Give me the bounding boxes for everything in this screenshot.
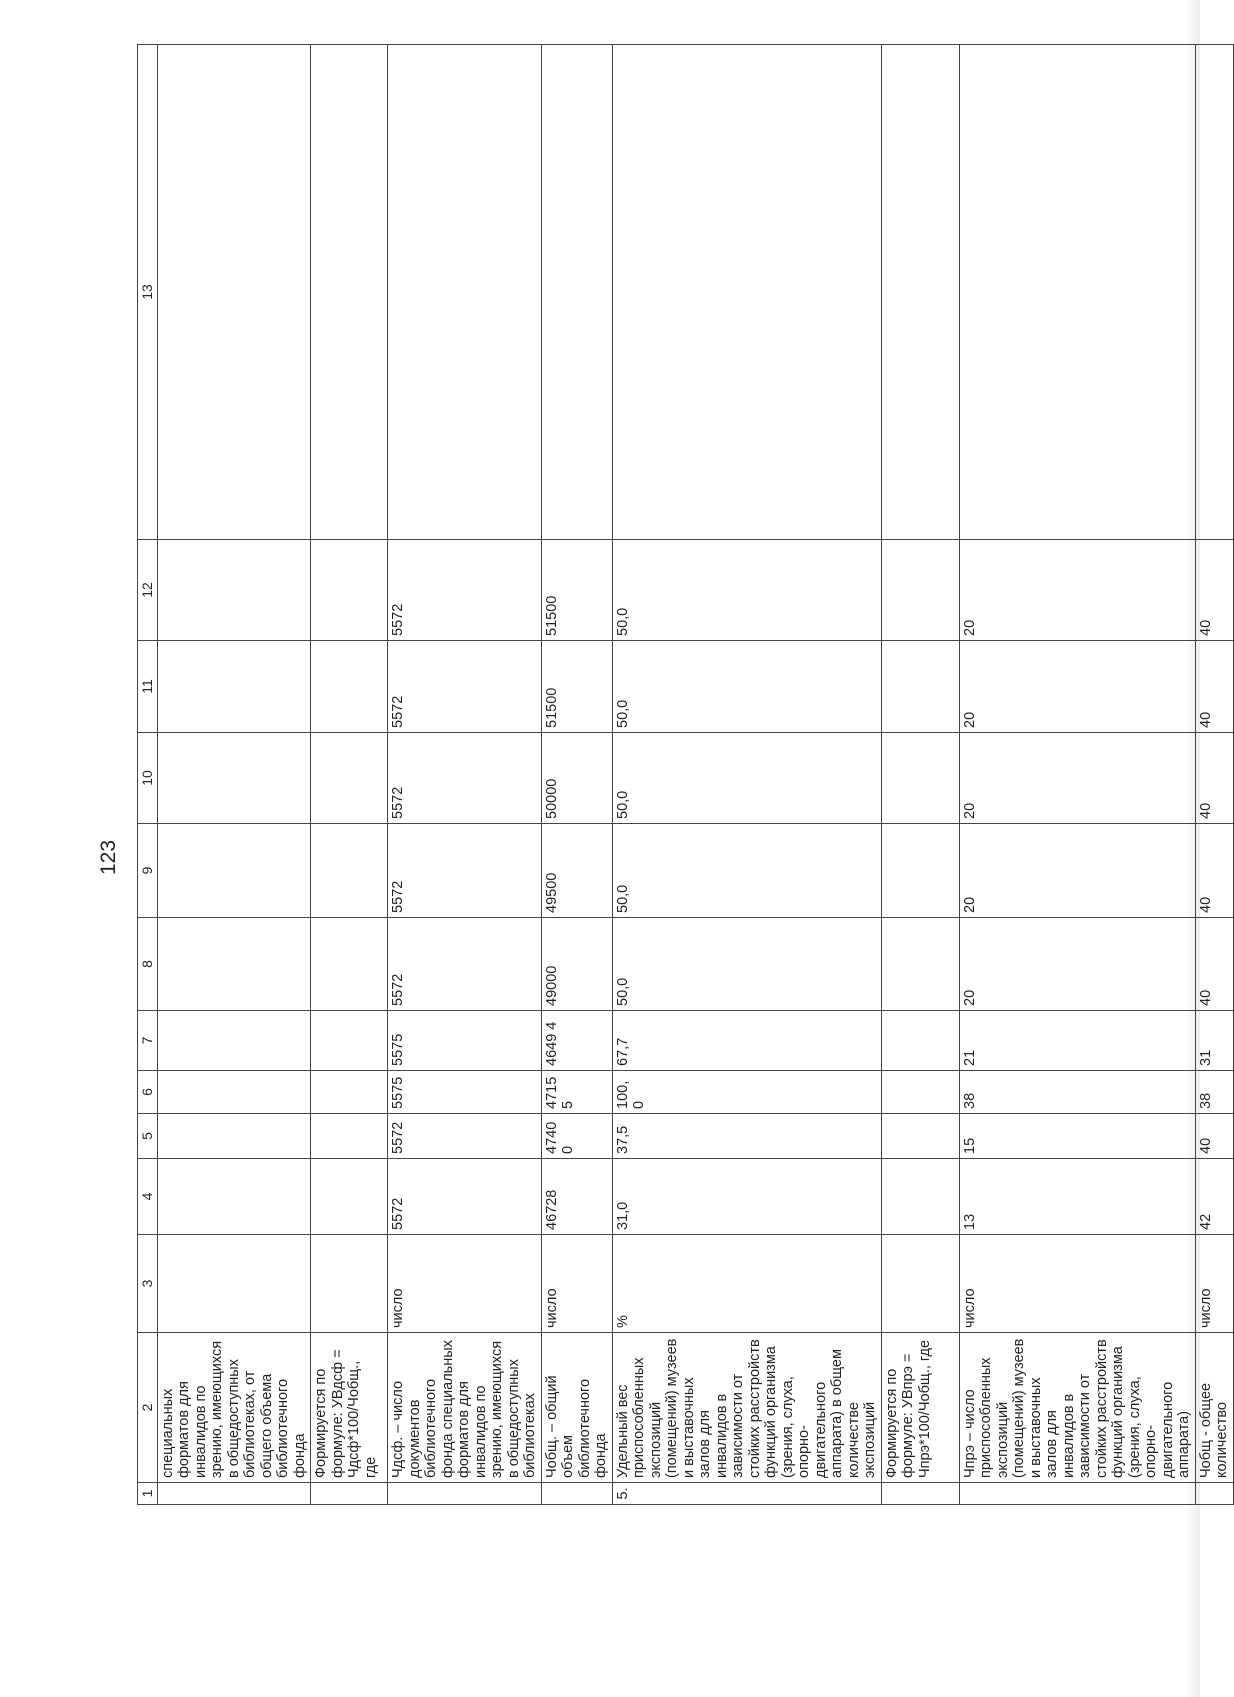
value-cell: 37,5 <box>612 1114 881 1159</box>
value-cell: 4740 0 <box>541 1114 612 1159</box>
value-cell: 31,0 <box>612 1159 881 1235</box>
value-cell: 13 <box>959 1159 1195 1235</box>
value-cell: 5572 <box>388 540 542 641</box>
value-cell <box>311 1114 388 1159</box>
value-cell <box>157 824 311 918</box>
header-cell: 8 <box>138 918 158 1011</box>
indicator-name-cell: Чобщ - общее количество <box>1195 1333 1233 1483</box>
value-cell <box>881 1114 959 1159</box>
value-cell <box>157 733 311 824</box>
value-cell <box>157 1011 311 1071</box>
header-cell: 7 <box>138 1011 158 1071</box>
notes-cell <box>311 45 388 540</box>
row-number-cell: 5. <box>612 1483 881 1505</box>
value-cell: 67,7 <box>612 1011 881 1071</box>
table-row <box>881 45 959 1505</box>
value-cell: 20 <box>959 824 1195 918</box>
value-cell <box>311 824 388 918</box>
value-cell <box>881 641 959 733</box>
header-row <box>138 45 158 1505</box>
row-number-cell <box>311 1483 388 1505</box>
row-number-cell <box>388 1483 542 1505</box>
value-cell <box>881 1011 959 1071</box>
value-cell <box>311 733 388 824</box>
notes-cell <box>1195 45 1233 540</box>
value-cell: 50,0 <box>612 540 881 641</box>
header-cell: 10 <box>138 733 158 824</box>
header-cell: 6 <box>138 1071 158 1114</box>
value-cell: 46728 <box>541 1159 612 1235</box>
value-cell: 20 <box>959 733 1195 824</box>
value-cell: 40 <box>1195 733 1233 824</box>
value-cell: 50,0 <box>612 824 881 918</box>
value-cell: 51500 <box>541 540 612 641</box>
header-cell: 3 <box>138 1235 158 1333</box>
notes-cell <box>541 45 612 540</box>
value-cell: 15 <box>959 1114 1195 1159</box>
value-cell: 38 <box>959 1071 1195 1114</box>
row-number-cell <box>881 1483 959 1505</box>
value-cell <box>881 1071 959 1114</box>
notes-cell <box>388 45 542 540</box>
value-cell: 42 <box>1195 1159 1233 1235</box>
indicator-name-cell: Удельный вес приспособленных экспозиций (помещений) музеев и выставочных залов для инвалидов в зависимости от стойких расстройств функций организма (зрения, слуха, опорно-двигательного аппарата) в общем количестве экспозиций <box>612 1333 881 1483</box>
value-cell: 20 <box>959 540 1195 641</box>
indicator-name-cell: специальных форматов для инвалидов по зрению, имеющихся в общедоступных библиотеках, от общего объема библиотечного фонда <box>157 1333 311 1483</box>
value-cell: 5572 <box>388 1159 542 1235</box>
header-cell: 9 <box>138 824 158 918</box>
rotated-table-wrapper <box>137 145 1230 1505</box>
value-cell: 50,0 <box>612 918 881 1011</box>
value-cell: 5572 <box>388 918 542 1011</box>
value-cell: 4715 5 <box>541 1071 612 1114</box>
value-cell <box>311 1159 388 1235</box>
value-cell: 5575 <box>388 1011 542 1071</box>
value-cell: 21 <box>959 1011 1195 1071</box>
value-cell: 20 <box>959 641 1195 733</box>
header-cell: 11 <box>138 641 158 733</box>
table-row <box>612 45 881 1505</box>
value-cell: 50000 <box>541 733 612 824</box>
row-number-cell <box>959 1483 1195 1505</box>
value-cell <box>311 918 388 1011</box>
notes-cell <box>157 45 311 540</box>
value-cell: 51500 <box>541 641 612 733</box>
row-number-cell <box>1195 1483 1233 1505</box>
value-cell <box>157 1071 311 1114</box>
value-cell: 5572 <box>388 641 542 733</box>
unit-cell: % <box>612 1235 881 1333</box>
header-cell: 1 <box>138 1483 158 1505</box>
header-cell: 2 <box>138 1333 158 1483</box>
value-cell: 20 <box>959 918 1195 1011</box>
table-row <box>1195 45 1233 1505</box>
unit-cell: число <box>388 1235 542 1333</box>
header-cell: 13 <box>138 45 158 540</box>
unit-cell <box>881 1235 959 1333</box>
value-cell: 50,0 <box>612 733 881 824</box>
indicator-name-cell: Чпрэ – число приспособленных экспозиций (помещений) музеев и выставочных залов для инвалидов в зависимости от стойких расстройств функций организма (зрения, слуха, опорно-двигательного аппарата) <box>959 1333 1195 1483</box>
table-row <box>311 45 388 1505</box>
value-cell <box>881 918 959 1011</box>
value-cell <box>881 733 959 824</box>
value-cell <box>311 641 388 733</box>
indicator-name-cell: Формируется по формуле: УВпрэ = Чпрэ*100/Чобщ., где <box>881 1333 959 1483</box>
value-cell: 5572 <box>388 1114 542 1159</box>
unit-cell <box>157 1235 311 1333</box>
value-cell <box>881 824 959 918</box>
value-cell: 5572 <box>388 824 542 918</box>
indicators-table <box>137 44 1234 1505</box>
notes-cell <box>959 45 1195 540</box>
value-cell: 49500 <box>541 824 612 918</box>
table-row <box>388 45 542 1505</box>
row-number-cell <box>157 1483 311 1505</box>
indicator-name-cell: Формируется по формуле: УВдсф = Чдсф*100/Чобщ., где <box>311 1333 388 1483</box>
value-cell <box>157 1114 311 1159</box>
value-cell <box>881 1159 959 1235</box>
value-cell: 40 <box>1195 918 1233 1011</box>
value-cell: 100, 0 <box>612 1071 881 1114</box>
value-cell: 5572 <box>388 733 542 824</box>
value-cell <box>311 1011 388 1071</box>
indicator-name-cell: Чобщ. – общий объем библиотечного фонда <box>541 1333 612 1483</box>
notes-cell <box>612 45 881 540</box>
value-cell: 50,0 <box>612 641 881 733</box>
row-number-cell <box>541 1483 612 1505</box>
value-cell: 40 <box>1195 824 1233 918</box>
table-row <box>541 45 612 1505</box>
table-row <box>959 45 1195 1505</box>
value-cell <box>157 918 311 1011</box>
value-cell <box>157 1159 311 1235</box>
value-cell: 31 <box>1195 1011 1233 1071</box>
value-cell <box>157 641 311 733</box>
unit-cell: число <box>1195 1235 1233 1333</box>
value-cell: 40 <box>1195 540 1233 641</box>
value-cell <box>311 540 388 641</box>
value-cell: 40 <box>1195 1114 1233 1159</box>
unit-cell: число <box>959 1235 1195 1333</box>
header-cell: 12 <box>138 540 158 641</box>
value-cell <box>881 540 959 641</box>
value-cell: 49000 <box>541 918 612 1011</box>
table-row <box>157 45 311 1505</box>
header-cell: 5 <box>138 1114 158 1159</box>
value-cell <box>157 540 311 641</box>
header-cell: 4 <box>138 1159 158 1235</box>
unit-cell <box>311 1235 388 1333</box>
page-number: 123 <box>97 839 120 875</box>
value-cell: 5575 <box>388 1071 542 1114</box>
value-cell: 4649 4 <box>541 1011 612 1071</box>
indicator-name-cell: Чдсф. – число документов библиотечного фонда специальных форматов для инвалидов по зрению, имеющихся в общедоступных библиотеках <box>388 1333 542 1483</box>
value-cell: 40 <box>1195 641 1233 733</box>
value-cell: 38 <box>1195 1071 1233 1114</box>
notes-cell <box>881 45 959 540</box>
unit-cell: число <box>541 1235 612 1333</box>
value-cell <box>311 1071 388 1114</box>
